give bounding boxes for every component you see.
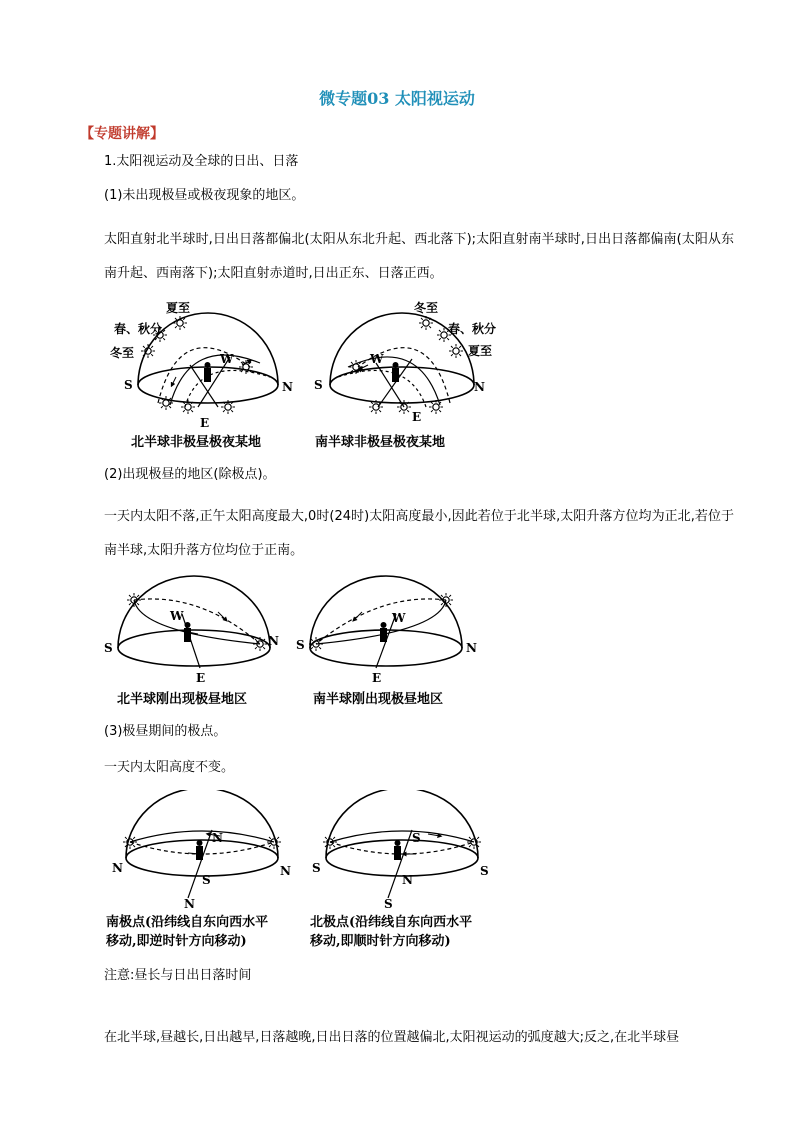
label-right: N bbox=[280, 864, 291, 878]
label-bottom: N bbox=[184, 897, 195, 910]
caption-south-pole-1: 南极点(沿纬线自东向西水平 bbox=[106, 915, 269, 930]
caption-north-polar-day: 北半球刚出现极昼地区 bbox=[117, 692, 248, 707]
label-top: S bbox=[412, 831, 421, 845]
label-winter-solstice-s: 冬至 bbox=[414, 301, 439, 315]
caption-south-pole-2: 移动,即逆时针方向移动) bbox=[106, 934, 247, 949]
label-equinox: 春、秋分 bbox=[114, 322, 163, 336]
label-s: S bbox=[314, 378, 323, 392]
caption-north-pole-2: 移动,即顺时针方向移动) bbox=[310, 934, 451, 949]
page-title: 微专题03 太阳视运动 bbox=[319, 89, 475, 108]
label-equinox-s: 春、秋分 bbox=[448, 322, 497, 336]
subheading-2: (2)出现极昼的地区(除极点)。 bbox=[104, 467, 276, 482]
label-summer-solstice: 夏至 bbox=[166, 301, 191, 315]
diagram-north-hemisphere bbox=[110, 295, 300, 430]
label-w: W bbox=[220, 352, 234, 366]
label-s: S bbox=[104, 641, 113, 655]
label-winter-solstice: 冬至 bbox=[110, 346, 135, 360]
label-center: S bbox=[202, 873, 211, 887]
paragraph-3: 一天内太阳高度不变。 bbox=[104, 760, 235, 775]
diagram-north-pole bbox=[308, 790, 498, 910]
label-e: E bbox=[412, 410, 422, 424]
label-w: W bbox=[392, 611, 406, 625]
label-w: W bbox=[170, 609, 184, 623]
label-n: N bbox=[268, 634, 279, 648]
caption-north-hemisphere: 北半球非极昼极夜某地 bbox=[131, 435, 262, 450]
label-left: S bbox=[312, 861, 321, 875]
note-text: 在北半球,昼越长,日出越早,日落越晚,日出日落的位置越偏北,太阳视运动的弧度越大;反之,在北半球昼 bbox=[104, 1030, 680, 1045]
note-title: 注意:昼长与日出日落时间 bbox=[104, 968, 252, 983]
paragraph-2: 一天内太阳不落,正午太阳高度最大,0时(24时)太阳高度最小,因此若位于北半球,太阳升落方位均为正北,若位于南半球,太阳升落方位均位于正南。 bbox=[104, 509, 734, 558]
label-center: N bbox=[402, 873, 413, 887]
label-bottom: S bbox=[384, 897, 393, 910]
diagram-south-pole bbox=[108, 790, 298, 910]
label-top: N bbox=[212, 831, 223, 845]
diagram-south-polar-day bbox=[292, 572, 482, 687]
label-e: E bbox=[196, 671, 206, 685]
label-e: E bbox=[200, 416, 210, 430]
label-right: S bbox=[480, 864, 489, 878]
heading-1: 1.太阳视运动及全球的日出、日落 bbox=[104, 154, 299, 169]
diagram-south-hemisphere bbox=[308, 295, 508, 430]
label-s: S bbox=[296, 638, 305, 652]
label-w: W bbox=[370, 352, 384, 366]
caption-south-polar-day: 南半球刚出现极昼地区 bbox=[313, 692, 444, 707]
paragraph-1: 太阳直射北半球时,日出日落都偏北(太阳从东北升起、西北落下);太阳直射南半球时,日出日落都偏南(太阳从东南升起、西南落下);太阳直射赤道时,日出正东、日落正西。 bbox=[104, 232, 734, 281]
subheading-3: (3)极昼期间的极点。 bbox=[104, 724, 227, 739]
label-summer-solstice-s: 夏至 bbox=[468, 344, 493, 358]
subheading-1: (1)未出现极昼或极夜现象的地区。 bbox=[104, 188, 305, 203]
diagram-north-polar-day bbox=[100, 572, 290, 687]
label-n: N bbox=[282, 380, 293, 394]
label-n: N bbox=[474, 380, 485, 394]
section-label: 【专题讲解】 bbox=[80, 126, 164, 142]
label-s: S bbox=[124, 378, 133, 392]
caption-north-pole-1: 北极点(沿纬线自东向西水平 bbox=[310, 915, 473, 930]
label-e: E bbox=[372, 671, 382, 685]
label-left: N bbox=[112, 861, 123, 875]
caption-south-hemisphere: 南半球非极昼极夜某地 bbox=[315, 435, 446, 450]
label-n: N bbox=[466, 641, 477, 655]
